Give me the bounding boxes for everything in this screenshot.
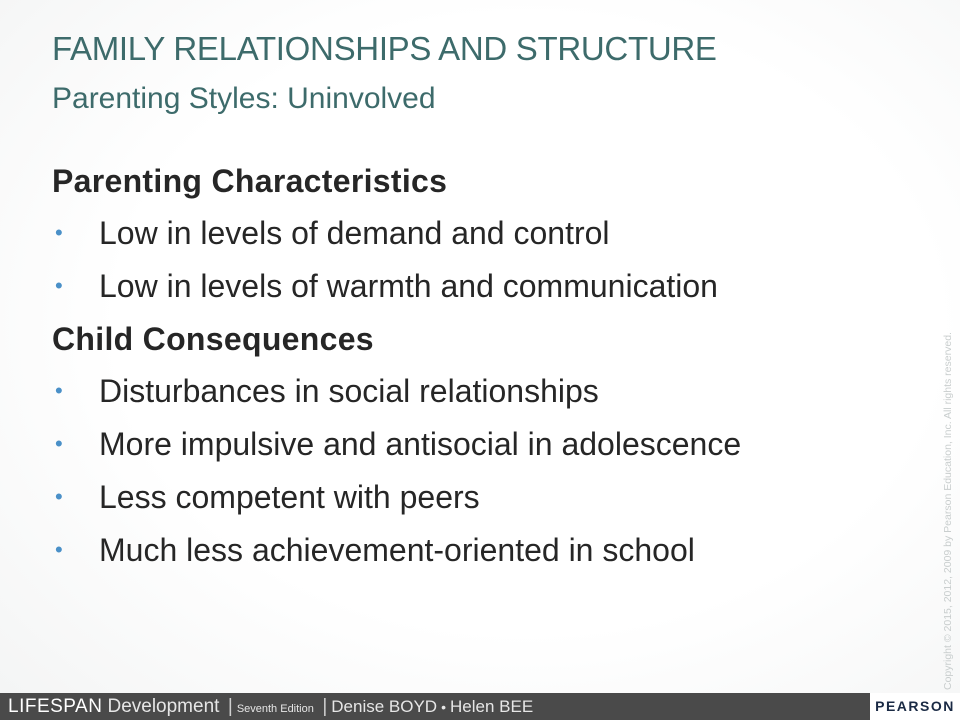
bullet-item [52,263,912,316]
bullet-item [52,210,912,263]
bullet-text: Less competent with peers [99,479,480,515]
author-boyd: Denise BOYD [331,697,438,716]
bullet-item [52,527,912,580]
bullet-icon: • [55,537,63,562]
bullet-icon: • [55,378,63,403]
section-heading-child-consequences: Child Consequences [52,321,374,357]
author-bee: Helen BEE [450,697,534,716]
slide-title: FAMILY RELATIONSHIPS AND STRUCTURE [52,30,717,67]
slide-subtitle: Parenting Styles: Uninvolved [52,82,436,115]
slide-content [52,158,912,580]
bullet-icon: • [55,484,63,509]
bullet-text: Low in levels of warmth and communication [99,268,718,304]
book-info [8,696,533,720]
bullet-icon: • [55,273,63,298]
footer-separator: | [322,696,328,717]
bullet-item [52,421,912,474]
copyright-notice: Copyright © 2015, 2012, 2009 by Pearson Education, Inc. All rights reserved. [942,332,954,690]
bullet-icon: • [55,431,63,456]
bullet-item [52,474,912,527]
footer-separator: | [227,696,233,717]
author-separator-dot: • [441,699,446,715]
book-title-lifespan: LIFESPAN [8,696,103,717]
bullet-item [52,368,912,421]
bullet-icon: • [55,220,63,245]
publisher-logo: PEARSON [868,693,960,720]
bullet-text: More impulsive and antisocial in adolescence [99,426,742,462]
bullet-text: Much less achievement-oriented in school [99,532,695,568]
book-title-development: Development [107,696,220,717]
section-heading-parenting-characteristics: Parenting Characteristics [52,163,448,199]
bullet-text: Low in levels of demand and control [99,215,610,251]
footer-bar [0,693,960,720]
bullet-text: Disturbances in social relationships [99,373,599,409]
edition-label: Seventh Edition [236,703,314,715]
